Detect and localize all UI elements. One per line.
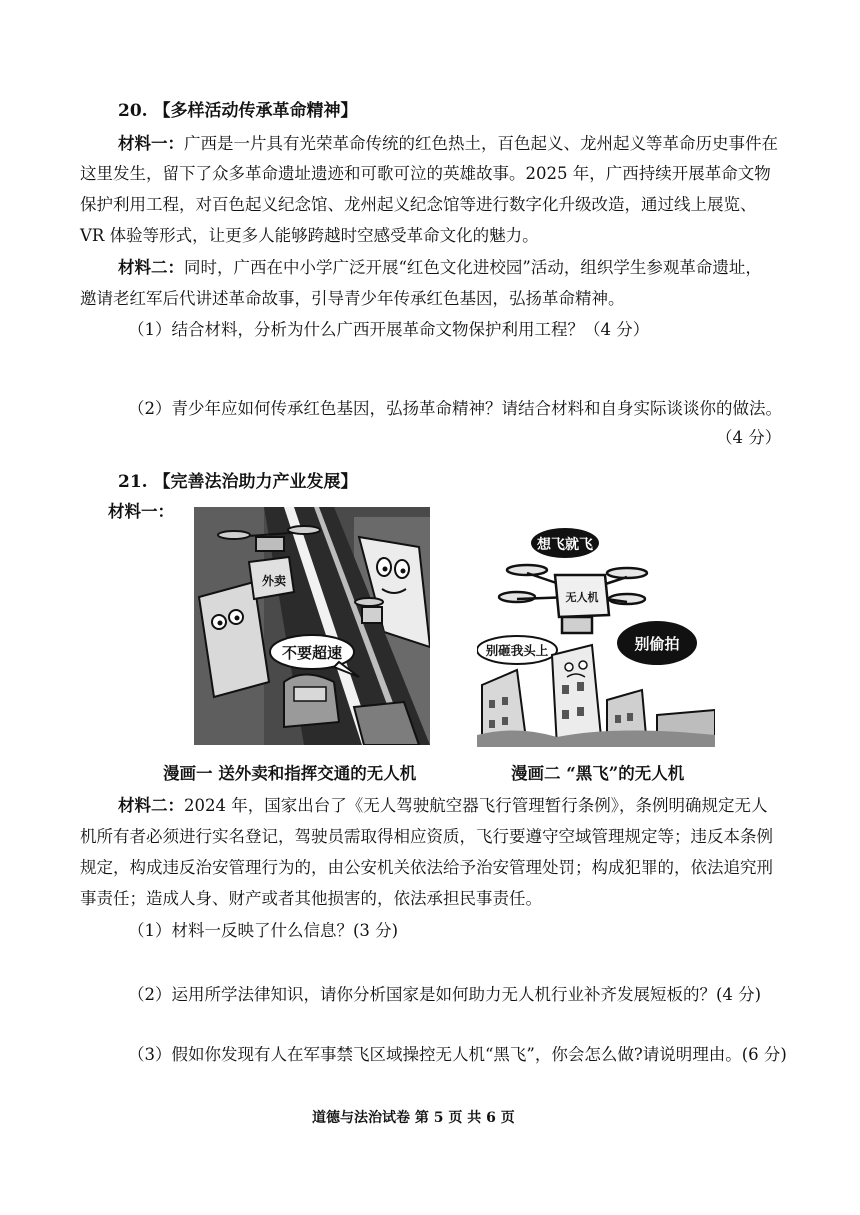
q21-sub-question-3: （3）假如你发现有人在军事禁飞区域操控无人机“黑飞”，你会怎么做?请说明理由。(6 分)	[128, 1045, 787, 1064]
question-21-title: 21. 【完善法治助力产业发展】	[118, 472, 358, 492]
cartoon-2-drone-label: 无人机	[565, 591, 599, 604]
question-20-title: 20. 【多样活动传承革命精神】	[118, 101, 358, 121]
q20-sub-question-2-score: （4 分）	[716, 428, 782, 447]
cartoon-1-speech-bubble: 不要超速	[281, 644, 343, 662]
cartoon-1-caption: 漫画一 送外卖和指挥交通的无人机	[163, 764, 417, 783]
q20-material1-label: 材料一：	[118, 134, 184, 153]
q21-sub-question-2: （2）运用所学法律知识，请你分析国家是如何助力无人机行业补齐发展短板的？(4 分)	[128, 985, 762, 1004]
cartoon-2-speech-bubble-left: 别砸我头上	[485, 643, 549, 658]
q21-material2-line-3: 规定，构成违反治安管理行为的，由公安机关依法给予治安管理处罚；构成犯罪的，依法追究刑	[80, 858, 773, 877]
cartoon-1-image	[194, 507, 430, 745]
q21-material1-label: 材料一：	[108, 502, 174, 521]
q20-material2-line-2: 邀请老红军后代讲述革命故事，引导青少年传承红色基因，弘扬革命精神。	[80, 289, 625, 308]
cartoon-2-speech-bubble-right: 别偷拍	[634, 635, 680, 653]
q20-sub-question-2: （2）青少年应如何传承红色基因，弘扬革命精神？请结合材料和自身实际谈谈你的做法。	[128, 399, 782, 418]
q20-material2-label: 材料二：	[118, 258, 184, 277]
q21-material2-line-2: 机所有者必须进行实名登记，驾驶员需取得相应资质，飞行要遵守空域管理规定等；违反本条例	[80, 827, 773, 846]
q21-material2-line-1: 材料二：2024 年，国家出台了《无人驾驶航空器飞行管理暂行条例》，条例明确规定无人	[118, 796, 768, 815]
q20-material1-line-3: 保护利用工程，对百色起义纪念馆、龙州起义纪念馆等进行数字化升级改造，通过线上展览、	[80, 195, 757, 214]
cartoon-2-speech-bubble-top: 想飞就飞	[537, 537, 593, 553]
q20-sub-question-1: （1）结合材料，分析为什么广西开展革命文物保护利用工程？（4 分）	[128, 320, 650, 339]
cartoon-2-caption: 漫画二 “黑飞”的无人机	[511, 764, 685, 783]
q20-material1-line-4: VR 体验等形式，让更多人能够跨越时空感受革命文化的魅力。	[80, 226, 539, 245]
q21-material2-label: 材料二：	[118, 796, 184, 815]
cartoon-2-image	[477, 525, 715, 747]
q20-material1-line-1: 材料一：广西是一片具有光荣革命传统的红色热土，百色起义、龙州起义等革命历史事件在	[118, 134, 778, 153]
q21-sub-question-1: （1）材料一反映了什么信息？(3 分)	[128, 921, 399, 940]
q21-material2-line-4: 事责任；造成人身、财产或者其他损害的，依法承担民事责任。	[80, 889, 542, 908]
q20-material2-line-1: 材料二：同时，广西在中小学广泛开展“红色文化进校园”活动，组织学生参观革命遗址，	[118, 258, 762, 277]
cartoon-1-package-sign: 外卖	[262, 574, 287, 588]
q20-material1-line-2: 这里发生，留下了众多革命遗址遗迹和可歌可泣的英雄故事。2025 年，广西持续开展革命文物	[80, 164, 771, 183]
page-footer: 道德与法治试卷 第 5 页 共 6 页	[312, 1110, 515, 1126]
